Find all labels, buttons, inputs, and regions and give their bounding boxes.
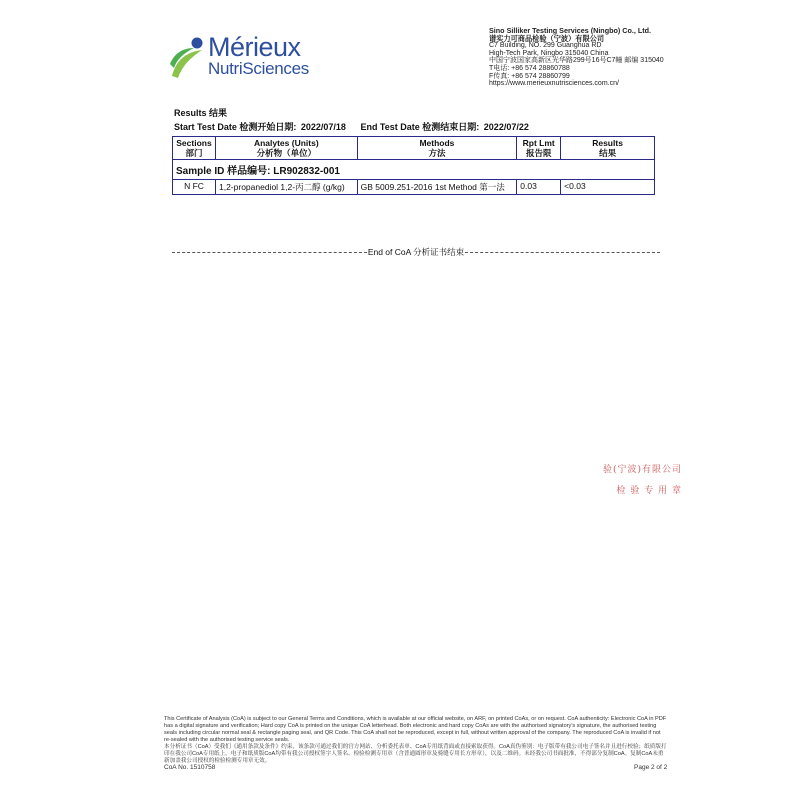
- cell-section: N FC: [173, 180, 216, 195]
- page-number: Page 2 of 2: [634, 764, 668, 771]
- sample-id: Sample ID 样品编号: LR902832-001: [173, 160, 655, 180]
- address-line: C7 Building, NO. 299 Guanghua RD: [489, 42, 602, 50]
- end-of-coa-text: End of CoA 分析证书结束: [367, 247, 465, 257]
- header-rpt-lmt: Rpt Lmt 报告限: [517, 137, 561, 160]
- terms-chinese: 本分析证书（CoA）受我们《通用条款及条件》约束，该条款可通过我们的官方网站、分析委托表单、CoA专用纸背面或直接索取获得。CoA真伪鉴别：电子版带有我公司电子签名并且进行校验；纸质版打印在我公司CoA专用纸上。电子和纸质版CoA均带有我公司授权签字人签名、检验检测专用章（含普通圆形章及骑缝专用长方形章），以及二维码。未经我公司书面批准，不得部分复制CoA。复制CoA未重新加盖我公司授权的检验检测专用章无效。: [164, 744, 667, 764]
- results-table: [172, 136, 655, 195]
- address-line: High-Tech Park, Ningbo 315040 China: [489, 49, 609, 57]
- start-date-label: Start Test Date 检测开始日期:: [174, 122, 297, 132]
- company-name: Sino Silliker Testing Services (Ningbo) Co., Ltd.: [489, 26, 652, 35]
- table-header-row: [173, 137, 655, 160]
- start-date: 2022/07/18: [300, 122, 346, 132]
- terms-english: This Certificate of Analysis (CoA) is subject to our General Terms and Conditions, which is available at our official website, on ARF, on printed CoAs, or on request. CoA authenticity: Electronic CoA in PDF has a digital signature and verification; Hard copy CoA is printed on the unique CoA letterhead. Both electronic and hard copy CoAs are with the authorised signatory's signature, the authorised testing seals including circular normal seal & rectangle paging seal, and QR Code. This CoA shall not be reproduced, except in full, without written approval of the company. The reproduced CoA is invalid if not re-sealed with the authorised testing service seals.: [164, 716, 667, 743]
- cell-rpt-lmt: 0.03: [517, 180, 561, 195]
- merieux-logo: [168, 32, 318, 82]
- coa-number: CoA No. 1510758: [164, 764, 216, 771]
- company-name-cn: 谱实力可商品检验（宁波）有限公司: [489, 33, 605, 43]
- logo-mark-icon: [168, 36, 206, 80]
- cell-method: GB 5009.251-2016 1st Method 第一法: [357, 180, 517, 195]
- company-address-block: [489, 27, 689, 88]
- header-sections: Sections 部门: [173, 137, 216, 160]
- company-seal: [602, 452, 686, 504]
- end-date-label: End Test Date 检测结束日期:: [360, 122, 480, 132]
- terms-footer: [164, 716, 667, 765]
- dashed-rule: [465, 252, 660, 253]
- website-line: https://www.merieuxnutrisciences.com.cn/: [489, 80, 619, 88]
- end-of-coa-line: [172, 246, 660, 258]
- cell-result: <0.03: [561, 180, 655, 195]
- seal-line: 检 验 专 用 章: [616, 486, 682, 496]
- logo-brand: Mérieux: [208, 32, 301, 62]
- dashed-rule: [172, 252, 367, 253]
- header-analytes: Analytes (Units) 分析物（单位）: [215, 137, 357, 160]
- seal-line: 验(宁波)有限公司: [602, 465, 682, 475]
- logo-subtitle: NutriSciences: [208, 59, 309, 78]
- end-date: 2022/07/22: [483, 122, 529, 132]
- header-methods: Methods 方法: [357, 137, 517, 160]
- header-results: Results 结果: [561, 137, 655, 160]
- phone-line: T电话: +86 574 28860788: [489, 64, 570, 72]
- results-title: Results 结果: [174, 108, 228, 118]
- table-row: [173, 180, 655, 195]
- sample-id-row: [173, 160, 655, 180]
- fax-line: F传真: +86 574 28860799: [489, 72, 570, 80]
- address-line: 中国宁波国家高新区光华路299号16号C7幢 邮编 315040: [489, 57, 664, 65]
- test-dates: [174, 120, 531, 133]
- cell-analyte: 1,2-propanediol 1,2-丙二醇 (g/kg): [215, 180, 357, 195]
